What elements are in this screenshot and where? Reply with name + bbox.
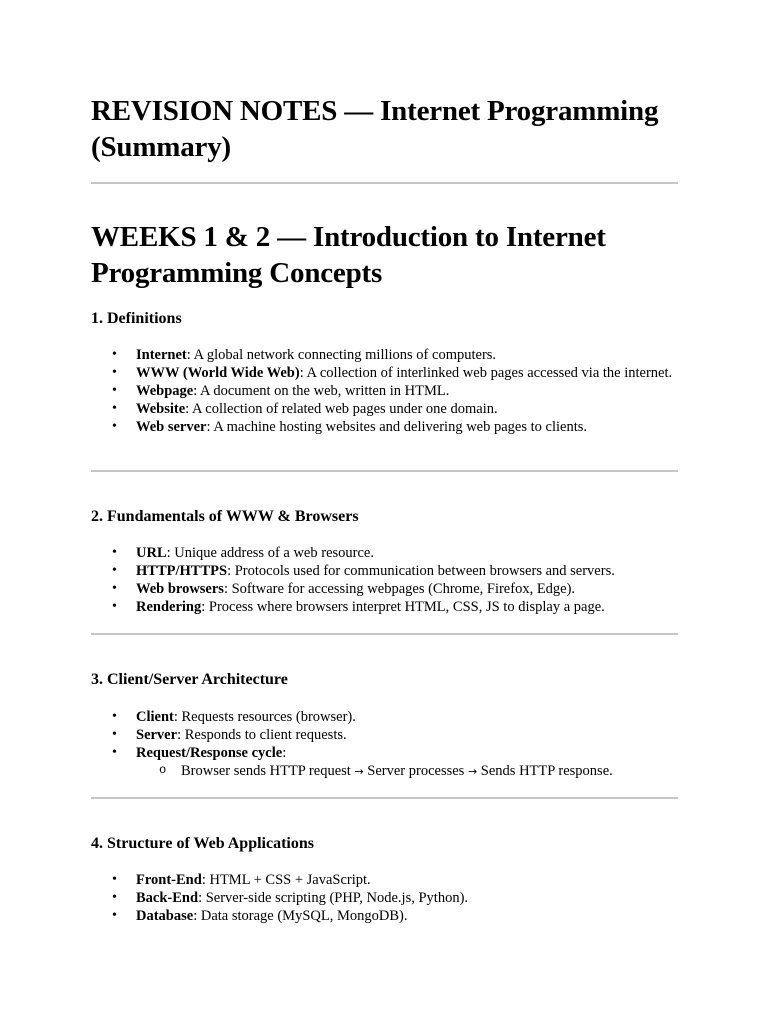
section-heading-client-server: 3. Client/Server Architecture [91,671,288,688]
section-heading-web-app-structure: 4. Structure of Web Applications [91,835,314,852]
divider [91,182,678,184]
sub-list-item: o Browser sends HTTP request → Server processes → Sends HTTP response. [136,762,679,781]
section-heading-fundamentals: 2. Fundamentals of WWW & Browsers [91,508,359,525]
list-item: • HTTP/HTTPS: Protocols used for communication between browsers and servers. [91,562,679,580]
divider [91,633,678,635]
list-item: • Web server: A machine hosting websites and delivering web pages to clients. [91,418,679,436]
request-response-sublist [136,762,679,781]
list-item: • Internet: A global network connecting millions of computers. [91,346,679,364]
list-item: • Front-End: HTML + CSS + JavaScript. [91,871,679,889]
list-item: • Database: Data storage (MySQL, MongoDB). [91,907,679,925]
divider [91,797,678,799]
document-title: REVISION NOTES — Internet Programming (Summary) [91,95,659,163]
arrow-icon: → [467,765,478,778]
client-server-list [91,708,679,781]
list-item: • Web browsers: Software for accessing webpages (Chrome, Firefox, Edge). [91,580,679,598]
list-item: • Webpage: A document on the web, written in HTML. [91,382,679,400]
web-app-structure-list [91,871,679,925]
list-item: • WWW (World Wide Web): A collection of interlinked web pages accessed via the internet. [91,364,679,382]
list-item: • Website: A collection of related web pages under one domain. [91,400,679,418]
arrow-icon: → [354,765,364,778]
list-item: • Client: Requests resources (browser). [91,708,679,726]
fundamentals-list [91,544,679,616]
list-item: • Back-End: Server-side scripting (PHP, Node.js, Python). [91,889,679,907]
list-item: • Server: Responds to client requests. [91,726,679,744]
divider [91,470,678,472]
definitions-list [91,346,679,436]
list-item: • URL: Unique address of a web resource. [91,544,679,562]
week-heading: WEEKS 1 & 2 — Introduction to Internet Programming Concepts [91,221,606,289]
list-item: • Rendering: Process where browsers interpret HTML, CSS, JS to display a page. [91,598,679,616]
list-item: • Request/Response cycle: o Browser sends HTTP request → Server processes → Sends HTTP response. [91,744,679,781]
section-heading-definitions: 1. Definitions [91,310,182,327]
